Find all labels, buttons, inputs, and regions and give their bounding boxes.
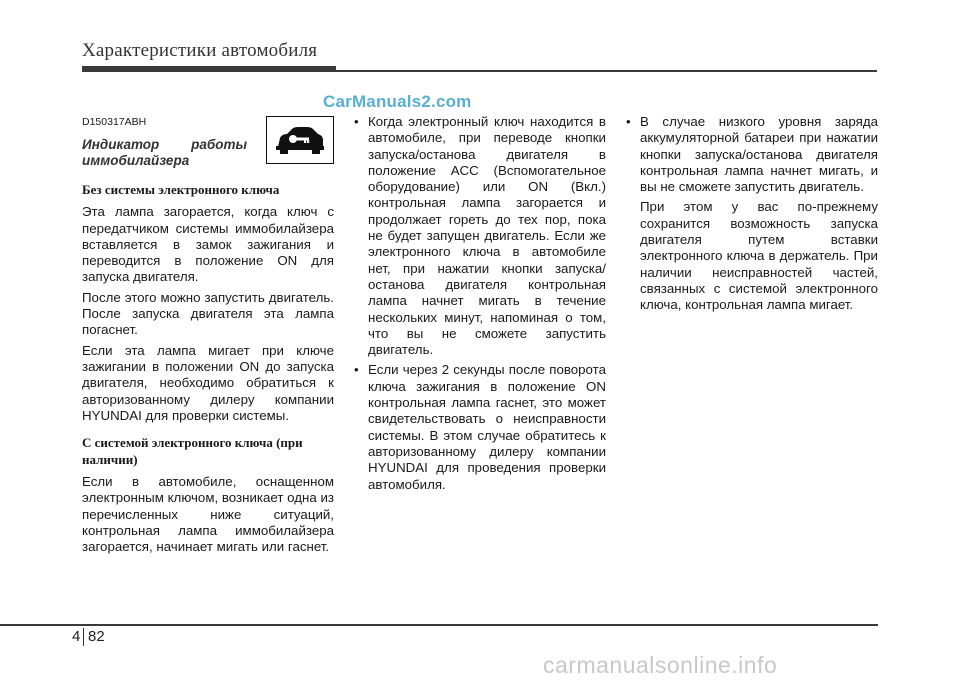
watermark-link[interactable]: CarManuals2.com [323, 92, 472, 111]
footer-rule [0, 624, 878, 626]
header-rule [82, 70, 877, 72]
section-title: Индикатор работы иммобилайзера [82, 137, 247, 169]
column-right [626, 114, 878, 318]
subheading-smart-key: С системой электронного ключа (при наличии) [82, 435, 303, 468]
bullet-mark: • [626, 114, 631, 129]
paragraph: При этом у вас по-прежнему сохранится возможность запуска двигателя путем вставки электронного ключа в держатель. При наличии неисправностей частей, связанных с системой электронного ключа, контрольная лампа мигает. [640, 199, 878, 313]
paragraph: Эта лампа загорается, когда ключ с передатчиком системы иммобилайзера вставляется в замок зажигания и переводится в положение ON для запуска двигателя. [82, 204, 334, 285]
footer-divider [83, 628, 84, 646]
paragraph: После этого можно запустить двигатель. После запуска двигателя эта лампа погаснет. [82, 289, 334, 338]
watermark-footer: carmanualsonline.info [543, 652, 778, 678]
bullet-item [354, 362, 606, 492]
bullet-item [354, 114, 606, 358]
bullet-mark: • [354, 114, 359, 129]
section-number: 4 [72, 628, 81, 645]
column-left [82, 114, 334, 560]
bullet-text: Когда электронный ключ находится в автомобиле, при переводе кнопки запуска/останова двигателя в положение ACC (Вспомогательное оборудование) или ON (Вкл.) контрольная лампа загорается и продолжает гореть до тех пор, пока не будет запущен двигатель. Если же электронного ключа в автомобиле нет, при нажатии кнопки запуска/останова двигателя контрольная лампа начнет мигать в течение нескольких минут, напоминая о том, что вы не сможете запустить двигатель. [368, 114, 606, 358]
section-code: D150317ABH [82, 116, 147, 128]
paragraph: Если эта лампа мигает при ключе зажигании в положении ON до запуска двигателя, необходимо обратиться к авторизованному дилеру компании HYUNDAI для проверки системы. [82, 342, 334, 423]
bullet-text: Если через 2 секунды после поворота ключа зажигания в положение ON контрольная лампа гаснет, это может свидетельствовать о неисправности системы. В этом случае обратитесь к авторизованному дилеру компании HYUNDAI для проведения проверки автомобиля. [368, 362, 606, 492]
column-middle [354, 114, 606, 497]
bullet-mark: • [354, 362, 359, 378]
bullet-item [626, 114, 878, 195]
page-header-title: Характеристики автомобиля [82, 40, 318, 61]
bullet-text: В случае низкого уровня заряда аккумуляторной батареи при нажатии кнопки запуска/останова двигателя контрольная лампа начнет мигать, и вы не сможете запустить двигатель. [640, 114, 878, 195]
page-number: 82 [88, 628, 105, 645]
paragraph: Если в автомобиле, оснащенном электронным ключом, возникает одна из перечисленных ниже ситуаций, контрольная лампа иммобилайзера загорается, начинает мигать или гаснет. [82, 474, 334, 555]
subheading-no-smart-key: Без системы электронного ключа [82, 182, 280, 198]
